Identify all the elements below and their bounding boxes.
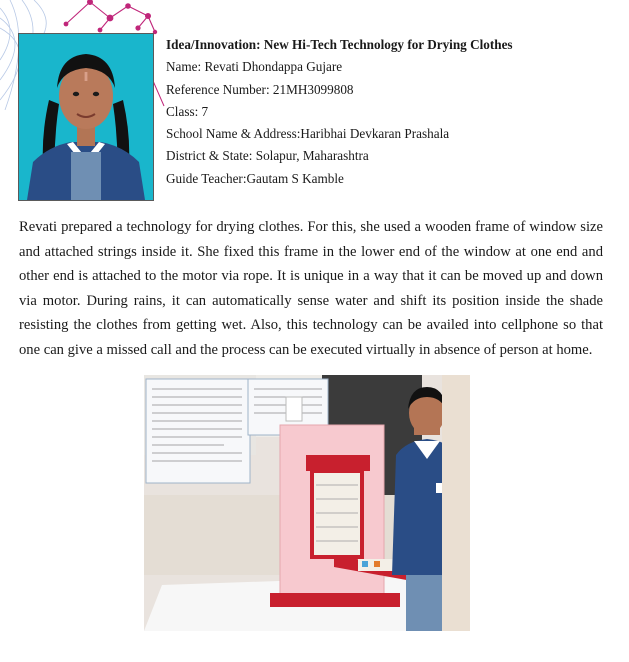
district-state: District & State: Solapur, Maharashtra <box>166 148 369 164</box>
idea-title: Idea/Innovation: New Hi-Tech Technology for Drying Clothes <box>166 37 513 52</box>
student-portrait <box>18 33 154 201</box>
student-name: Name: Revati Dhondappa Gujare <box>166 59 343 75</box>
innovation-description: Revati prepared a technology for drying clothes. For this, she used a wooden frame of window size and attached strings inside it. She fixed this frame in the lower end of the window at one end and other end is attached to the motor via rope. It is unique in a way that it can be moved up and down via motor. During rains, it can automatically sense water and shift its position inside the shade resisting the clothes from getting wet. Also, this technology can be availed into cellphone so that one can give a missed call and the process can be executed virtually in absence of person at home. <box>19 219 603 358</box>
student-info <box>166 34 606 190</box>
reference-number: Reference Number: 21MH3099808 <box>166 81 354 97</box>
student-class: Class: 7 <box>166 103 209 119</box>
school-name-address: School Name & Address:Haribhai Devkaran Prashala <box>166 126 450 142</box>
project-photo <box>144 375 470 631</box>
guide-teacher: Guide Teacher:Gautam S Kamble <box>166 170 344 186</box>
